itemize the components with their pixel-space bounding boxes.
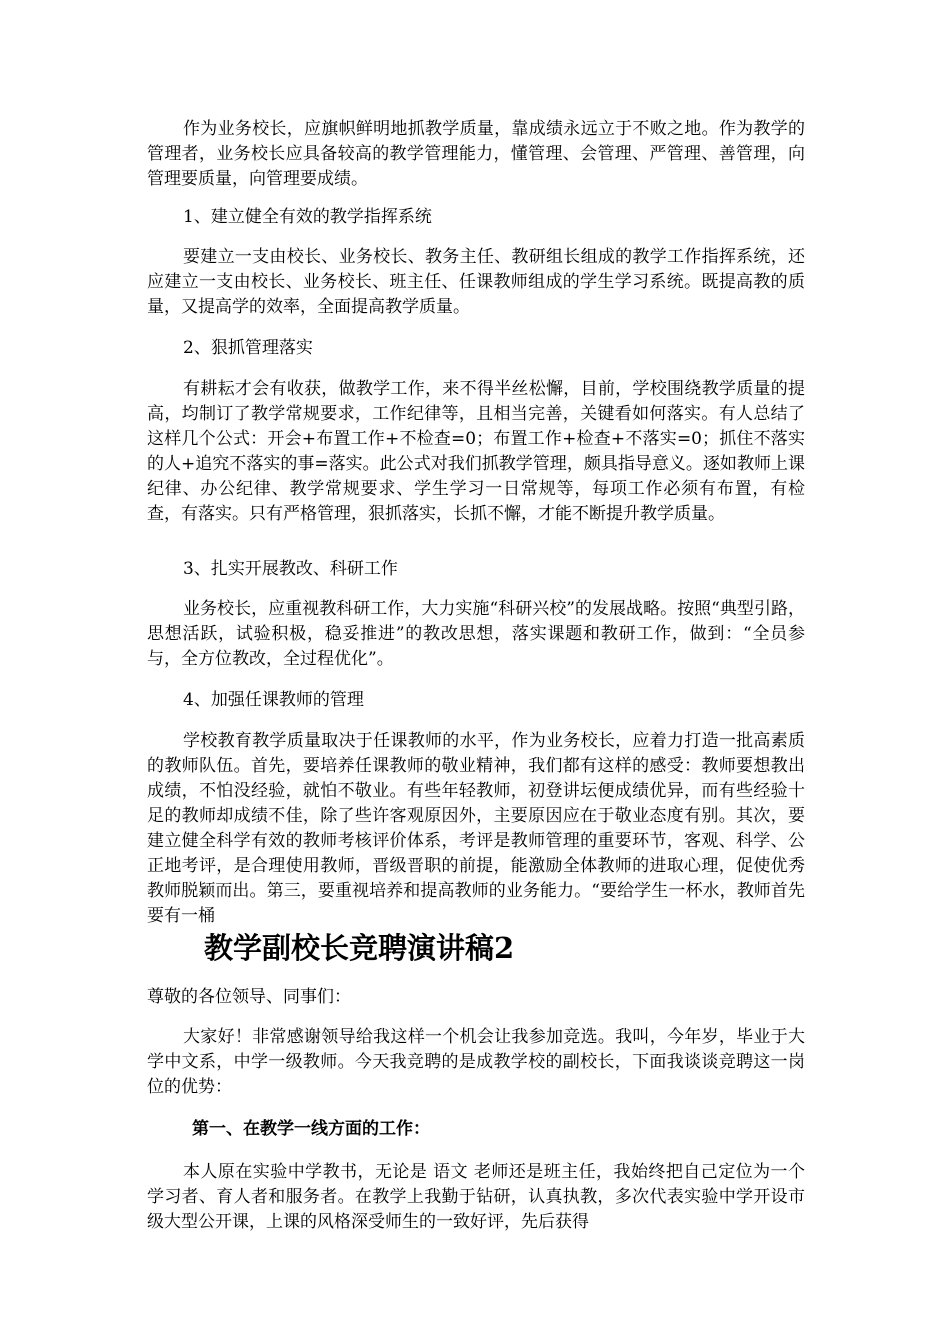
paragraph-7: 本人原在实验中学教书，无论是 语文 老师还是班主任，我始终把自己定位为一个学习者、育人者和服务者。在教学上我勤于钻研，认真执教，多次代表实验中学开设市级大型公开课，上课的风格深受师生的一致好评，先后获得	[147, 1162, 805, 1232]
section-heading-4: 4、加强任课教师的管理	[183, 690, 364, 710]
bold-section-heading: 第一、在教学一线方面的工作：	[192, 1119, 430, 1139]
paragraph-4: 业务校长，应重视教科研工作，大力实施“科研兴校”的发展战略。按照“典型引路，思想活跃，试验积极，稳妥推进”的教改思想，落实课题和教研工作，做到：“全员参与，全方位教改，全过程优化”。	[147, 599, 805, 669]
section-heading-2: 2、狠抓管理落实	[183, 338, 313, 358]
paragraph-1: 作为业务校长，应旗帜鲜明地抓教学质量，靠成绩永远立于不败之地。作为教学的管理者，业务校长应具备较高的教学管理能力，懂管理、会管理、严管理、善管理，向管理要质量，向管理要成绩。	[147, 119, 805, 189]
paragraph-6: 大家好！非常感谢领导给我这样一个机会让我参加竞选。我叫，今年岁，毕业于大学中文系，中学一级教师。今天我竞聘的是成教学校的副校长，下面我谈谈竞聘这一岗位的优势：	[147, 1027, 805, 1097]
salutation: 尊敬的各位领导、同事们：	[147, 987, 351, 1007]
section-heading-3: 3、扎实开展教改、科研工作	[183, 559, 398, 579]
document-title: 教学副校长竞聘演讲稿2	[204, 931, 515, 965]
paragraph-5: 学校教育教学质量取决于任课教师的水平，作为业务校长，应着力打造一批高素质的教师队伍。首先，要培养任课教师的敬业精神，我们都有这样的感受：教师要想教出成绩，不怕没经验，就怕不敬业。有些年轻教师，初登讲坛便成绩优异，而有些经验十足的教师却成绩不佳，除了些许客观原因外，主要原因应在于敬业态度有别。其次，要建立健全科学有效的教师考核评价体系，考评是教师管理的重要环节，客观、科学、公正地考评，是合理使用教师，晋级晋职的前提，能激励全体教师的进取心理，促使优秀教师脱颖而出。第三，要重视培养和提高教师的业务能力。“要给学生一杯水，教师首先要有一桶	[147, 731, 805, 926]
paragraph-2: 要建立一支由校长、业务校长、教务主任、教研组长组成的教学工作指挥系统，还应建立一支由校长、业务校长、班主任、任课教师组成的学生学习系统。既提高教的质量，又提高学的效率，全面提高教学质量。	[147, 247, 805, 317]
paragraph-3: 有耕耘才会有收获，做教学工作，来不得半丝松懈，目前，学校围绕教学质量的提高，均制订了教学常规要求，工作纪律等，且相当完善，关键看如何落实。有人总结了这样几个公式：开会+布置工作+不检查=0；布置工作+检查+不落实=0；抓住不落实的人+追究不落实的事=落实。此公式对我们抓教学管理，颇具指导意义。逐如教师上课纪律、办公纪律、教学常规要求、学生学习一日常规等，每项工作必须有布置，有检查，有落实。只有严格管理，狠抓落实，长抓不懈，才能不断提升教学质量。	[147, 379, 805, 524]
section-heading-1: 1、建立健全有效的教学指挥系统	[183, 207, 432, 227]
